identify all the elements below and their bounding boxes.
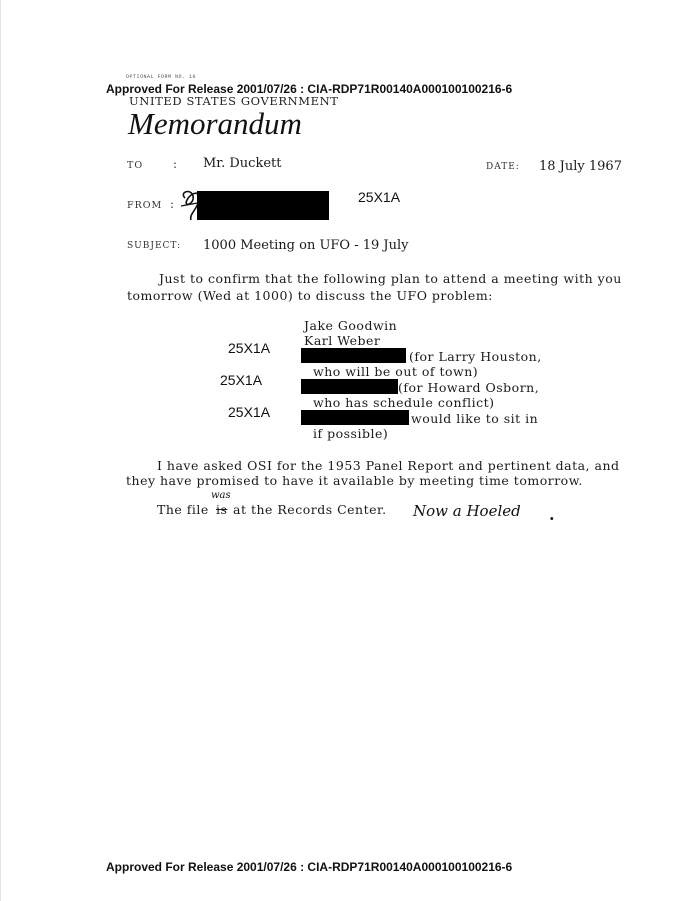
handwritten-insertion: was [211,490,231,501]
handwritten-period: . [549,505,555,524]
paragraph-3-prefix: The file [157,502,209,517]
paragraph-2-line-2: they have promised to have it available by meeting time tomorrow. [126,473,583,488]
attendee-1-note: (for Larry Houston, [409,349,542,364]
stamp-25x1a-1: 25X1A [228,340,271,356]
to-value: Mr. Duckett [203,156,282,171]
memo-title: Memorandum [128,106,302,141]
attendee-2-note-cont: who has schedule conflict) [313,395,495,410]
redaction-attendee-1 [301,348,406,363]
attendee-karl-weber: Karl Weber [304,333,381,348]
attendee-jake-goodwin: Jake Goodwin [304,318,398,333]
stamp-25x1a-2: 25X1A [220,372,263,388]
redaction-from [197,191,329,220]
paragraph-3-suffix: at the Records Center. [233,502,387,517]
from-colon: : [170,197,175,211]
paragraph-2-line-1: I have asked OSI for the 1953 Panel Report and pertinent data, and [157,458,620,473]
stamp-25x1a-3: 25X1A [228,404,271,420]
paragraph-1-line-1: Just to confirm that the following plan to attend a meeting with you [159,271,622,286]
attendee-2-note: (for Howard Osborn, [398,380,540,395]
to-label: TO [127,160,144,171]
attendee-3-note: would like to sit in [411,411,539,426]
date-value: 18 July 1967 [539,159,622,174]
stamp-25x1a-from: 25X1A [358,189,401,205]
subject-label: SUBJECT: [127,241,182,251]
redaction-attendee-2 [301,379,398,394]
from-label: FROM [127,200,163,211]
attendee-3-note-cont: if possible) [313,426,389,441]
paragraph-1-line-2: tomorrow (Wed at 1000) to discuss the UFO problem: [127,288,493,303]
attendee-1-note-cont: who will be out of town) [313,364,479,379]
handwritten-note: Now a Hoeled [413,502,521,520]
paragraph-3-struck-word: is [216,502,228,517]
form-number: OPTIONAL FORM NO. 10 [126,74,197,80]
subject-value: 1000 Meeting on UFO - 19 July [203,238,409,253]
to-colon: : [173,157,178,171]
release-footer: Approved For Release 2001/07/26 : CIA-RDP71R00140A000100100216-6 [106,860,513,874]
date-label: DATE: [486,162,520,172]
government-heading: UNITED STATES GOVERNMENT [129,94,339,108]
redaction-attendee-3 [301,410,409,425]
release-header: Approved For Release 2001/07/26 : CIA-RDP71R00140A000100100216-6 [106,82,513,96]
